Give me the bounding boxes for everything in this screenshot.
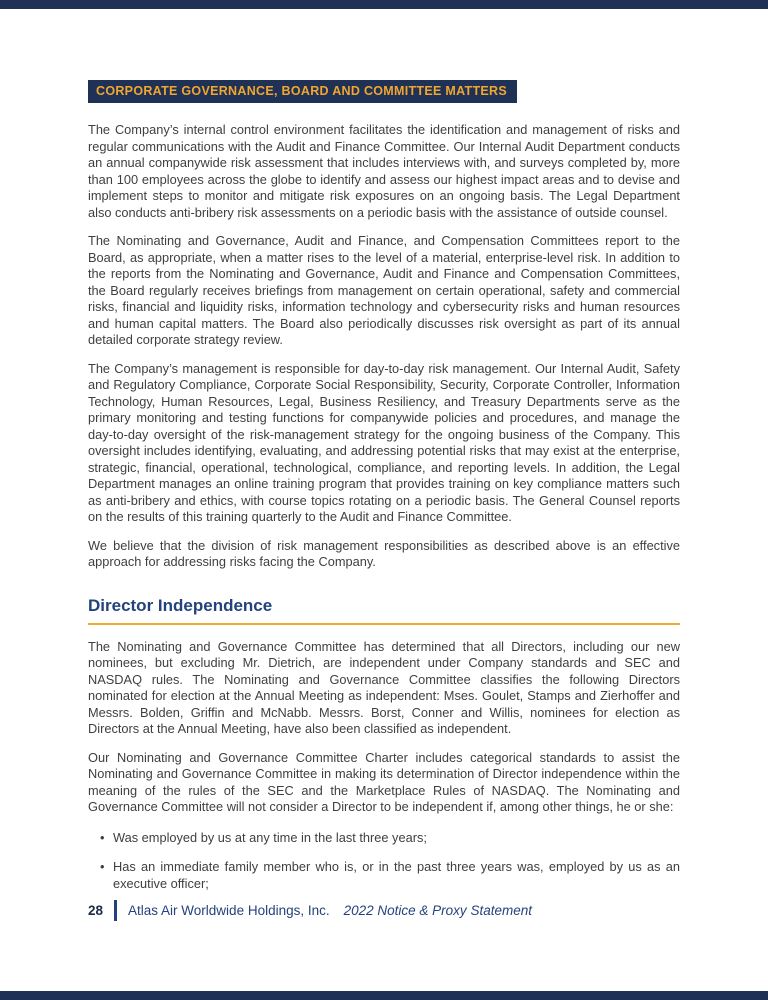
footer-company-name: Atlas Air Worldwide Holdings, Inc. <box>128 903 330 918</box>
list-item <box>100 859 680 892</box>
paragraph-committee-reports: The Nominating and Governance, Audit and Finance, and Compensation Committees report to the Board, as appropriate, when a matter rises to the level of a material, enterprise-level risk. In addition to the reports from the Nominating and Governance, Audit and Finance and Compensation Committees, the Board regularly receives briefings from management on certain operational, safety and commercial risks, financial and liquidity risks, information technology and cybersecurity risks and human resources and human capital matters. The Board also periodically discusses risk oversight as part of its annual detailed corporate strategy review. <box>88 233 680 347</box>
bottom-edge-bar <box>0 991 768 1000</box>
paragraph-categorical-standards: Our Nominating and Governance Committee Charter includes categorical standards to assist the Nominating and Governance Committee in making its determination of Director independence within the meaning of the rules of the SEC and the Marketplace Rules of NASDAQ. The Nominating and Governance Committee will not consider a Director to be independent if, among other things, he or she: <box>88 749 680 814</box>
list-item <box>100 830 680 847</box>
page-content <box>88 80 680 905</box>
page-number: 28 <box>88 903 104 918</box>
section-banner-label: CORPORATE GOVERNANCE, BOARD AND COMMITTEE MATTERS <box>96 84 507 98</box>
paragraph-management-responsibility: The Company’s management is responsible for day-to-day risk management. Our Internal Audit, Safety and Regulatory Compliance, Corporate Social Responsibility, Security, Corporate Controller, Information Technology, Human Resources, Legal, Business Resiliency, and Treasury Departments serve as the primary monitoring and testing functions for companywide policies and procedures, and manage the day-to-day oversight of the risk-management strategy for the ongoing business of the Company. This oversight includes identifying, evaluating, and addressing potential risks that may exist at the enterprise, strategic, financial, operational, technological, compliance, and reporting levels. In addition, the Legal Department manages an online training program that provides training on key compliance matters such as anti-bribery and ethics, with course topics rotating on a periodic basis. The General Counsel reports on the results of this training quarterly to the Audit and Finance Committee. <box>88 360 680 524</box>
list-item-text: Has an immediate family member who is, or in the past three years was, employed by us as an executive officer; <box>113 859 680 891</box>
paragraph-internal-control: The Company’s internal control environment facilitates the identification and management of risks and regular communications with the Audit and Finance Committee. Our Internal Audit Department conducts an annual companywide risk assessment that includes interviews with, and surveys completed by, more than 100 employees across the globe to identify and assess our highest impact areas and to devise and implement steps to monitor and mitigate risk exposures on an ongoing basis. The Legal Department also conducts anti-bribery risk assessments on a periodic basis with the assistance of outside counsel. <box>88 122 680 220</box>
paragraph-independence-determination: The Nominating and Governance Committee has determined that all Directors, including our new nominees, but excluding Mr. Dietrich, are independent under Company standards and SEC and NASDAQ rules. The Nominating and Governance Committee classifies the following Directors nominated for election at the Annual Meeting as independent: Mses. Goulet, Stamps and Zierhoffer and Messrs. Bolden, Griffin and McNabb. Messrs. Borst, Conner and Willis, nominees for election as Directors at the Annual Meeting, have also been classified as independent. <box>88 638 680 736</box>
section-heading-director-independence: Director Independence <box>88 595 273 615</box>
page-footer <box>88 900 532 921</box>
section-banner <box>88 80 517 103</box>
footer-divider <box>114 900 117 921</box>
bullet-icon: • <box>100 829 105 845</box>
heading-underline-rule <box>88 623 680 625</box>
independence-criteria-list <box>88 830 680 893</box>
footer-document-title: 2022 Notice & Proxy Statement <box>343 903 532 918</box>
bullet-icon: • <box>100 859 105 874</box>
top-edge-bar <box>0 0 768 9</box>
paragraph-risk-division: We believe that the division of risk management responsibilities as described above is an effective approach for addressing risks facing the Company. <box>88 537 680 569</box>
list-item-text: Was employed by us at any time in the last three years; <box>113 829 427 845</box>
